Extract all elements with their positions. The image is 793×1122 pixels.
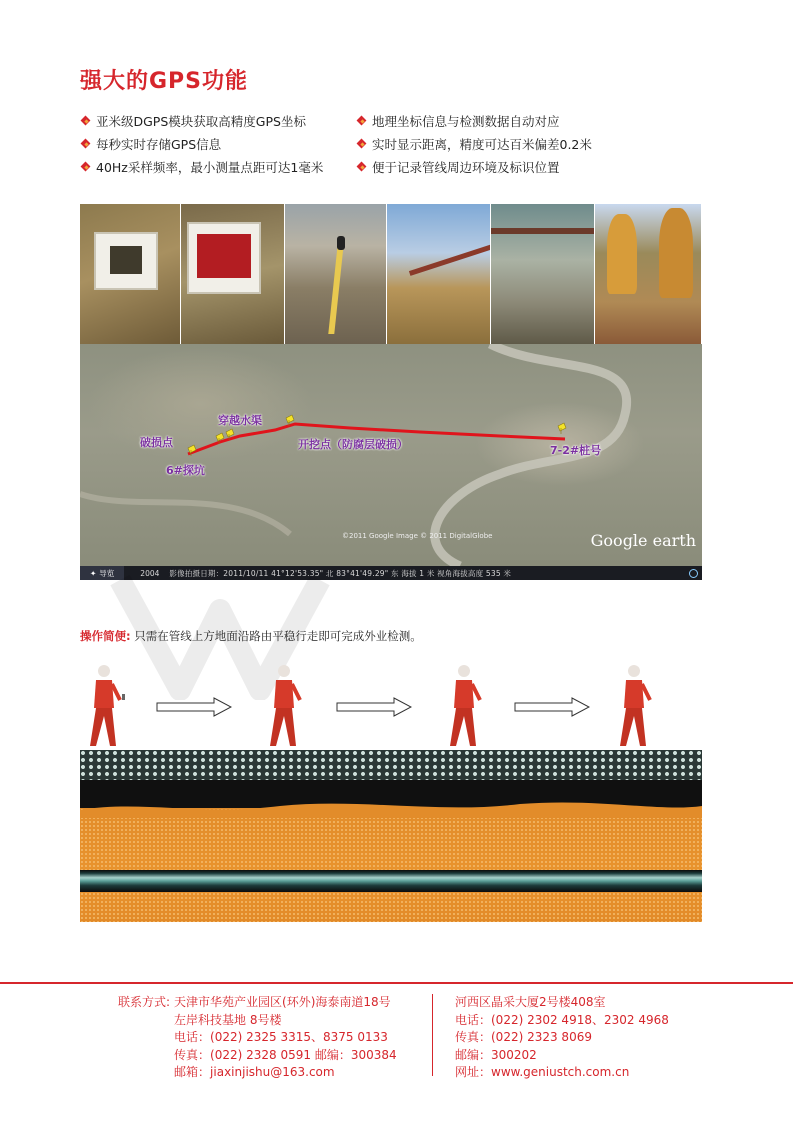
walking-inspector-figure: [616, 664, 656, 750]
map-label-damage-point: 破损点: [140, 436, 173, 449]
feature-text: 亚米级DGPS模块获取高精度GPS坐标: [96, 114, 306, 129]
map-label-cross-water: 穿越水渠: [218, 414, 262, 427]
diamond-bullet-icon: [80, 115, 92, 127]
feature-text: 实时显示距离，精度可达百米偏差0.2米: [372, 137, 592, 152]
feature-text: 地理坐标信息与检测数据自动对应: [372, 114, 560, 129]
gravel-surface-layer: [80, 750, 702, 780]
buried-pipeline: [80, 870, 702, 892]
diamond-bullet-icon: [356, 161, 368, 173]
operation-label: 操作简便:: [80, 629, 131, 643]
map-label-pile: 7-2#桩号: [550, 444, 602, 457]
marker-post-hole: [110, 246, 142, 274]
address-line: 天津市华苑产业园区(环外)海泰南道18号: [174, 995, 391, 1009]
feature-item: [356, 112, 656, 130]
page-title: 强大的GPS功能: [80, 69, 249, 94]
sand-soil-layer: [80, 808, 702, 922]
feature-item: [80, 158, 356, 176]
globe-icon[interactable]: [689, 569, 698, 578]
arrow-right-icon: [156, 697, 232, 717]
fax-line: 传真：(022) 2323 8069: [455, 1030, 592, 1044]
nav-label: 导览: [99, 568, 115, 578]
tree: [607, 214, 637, 294]
diamond-bullet-icon: [356, 115, 368, 127]
star-icon: ✦: [90, 568, 97, 578]
feature-item: [356, 135, 656, 153]
fax-line: 传真：(022) 2328 0591 邮编：300384: [174, 1047, 397, 1062]
site-photo-strip: [80, 204, 702, 344]
photo-marker-post-2: [181, 204, 285, 344]
operation-note: [80, 628, 422, 644]
coordinate-readout: 影像拍摄日期：2011/10/11 41°12'53.35" 北 83°41'49.29" 东 海拔 1 米 视角海拔高度 535 米: [169, 568, 512, 578]
arrow-right-icon: [514, 697, 590, 717]
feature-list: [80, 112, 720, 176]
map-copyright: ©2011 Google Image © 2011 DigitalGlobe: [342, 532, 493, 540]
history-year[interactable]: 2004: [140, 568, 160, 578]
contact-block-hexi: [455, 994, 669, 1082]
contact-label: 联系方式:: [118, 995, 171, 1009]
route-marking-line: [328, 244, 343, 334]
marker-post-red-plate: [197, 234, 251, 278]
contact-block-tianjin: [118, 994, 397, 1082]
email-link[interactable]: 邮箱：jiaxinjishu@163.com: [174, 1065, 335, 1079]
feature-text: 40Hz采样频率，最小测量点距可达1毫米: [96, 160, 324, 175]
walking-inspector-figure: [86, 664, 126, 750]
feature-text: 便于记录管线周边环境及标识位置: [372, 160, 560, 175]
walking-inspector-figure: [266, 664, 306, 750]
diamond-bullet-icon: [356, 138, 368, 150]
photo-marker-post-1: [80, 204, 181, 344]
satellite-map[interactable]: [80, 344, 702, 566]
tree: [659, 208, 693, 298]
pin-icon[interactable]: [558, 423, 566, 434]
photo-desert-walk: [285, 204, 387, 344]
contact-lines: [174, 994, 397, 1082]
google-earth-logo: Google earth: [590, 531, 696, 550]
walking-person: [337, 236, 345, 250]
photo-poplar-forest: [595, 204, 702, 344]
arrow-right-icon: [336, 697, 412, 717]
map-label-pit6: 6#探坑: [166, 464, 205, 477]
operation-text: 只需在管线上方地面沿路由平稳行走即可完成外业检测。: [130, 629, 422, 643]
ground-cross-section: [80, 750, 702, 922]
feature-item: [80, 135, 356, 153]
footer-column-divider: [432, 994, 433, 1076]
footer-divider: [0, 982, 793, 984]
address-line: 河西区晶采大厦2号楼408室: [455, 995, 606, 1009]
diamond-bullet-icon: [80, 138, 92, 150]
photo-pipe-bridge: [387, 204, 491, 344]
soil-boundary: [80, 798, 702, 818]
website-link[interactable]: 网址：www.geniustch.com.cn: [455, 1065, 630, 1079]
postcode-line: 邮编：300202: [455, 1047, 537, 1062]
feature-item: [80, 112, 356, 130]
pipe-bridge-beam: [409, 237, 491, 276]
map-label-excavation: 开挖点（防腐层破损）: [298, 438, 408, 451]
walking-inspector-figure: [446, 664, 486, 750]
phone-line: 电话：(022) 2302 4918、2302 4968: [455, 1012, 669, 1027]
feature-item: [356, 158, 656, 176]
phone-line: 电话：(022) 2325 3315、8375 0133: [174, 1030, 388, 1044]
pipe-over-water: [491, 228, 595, 234]
address-line: 左岸科技基地 8号楼: [174, 1012, 282, 1027]
dry-riverbed: [80, 494, 290, 534]
feature-text: 每秒实时存储GPS信息: [96, 137, 222, 152]
photo-water-channel: [491, 204, 595, 344]
diamond-bullet-icon: [80, 161, 92, 173]
